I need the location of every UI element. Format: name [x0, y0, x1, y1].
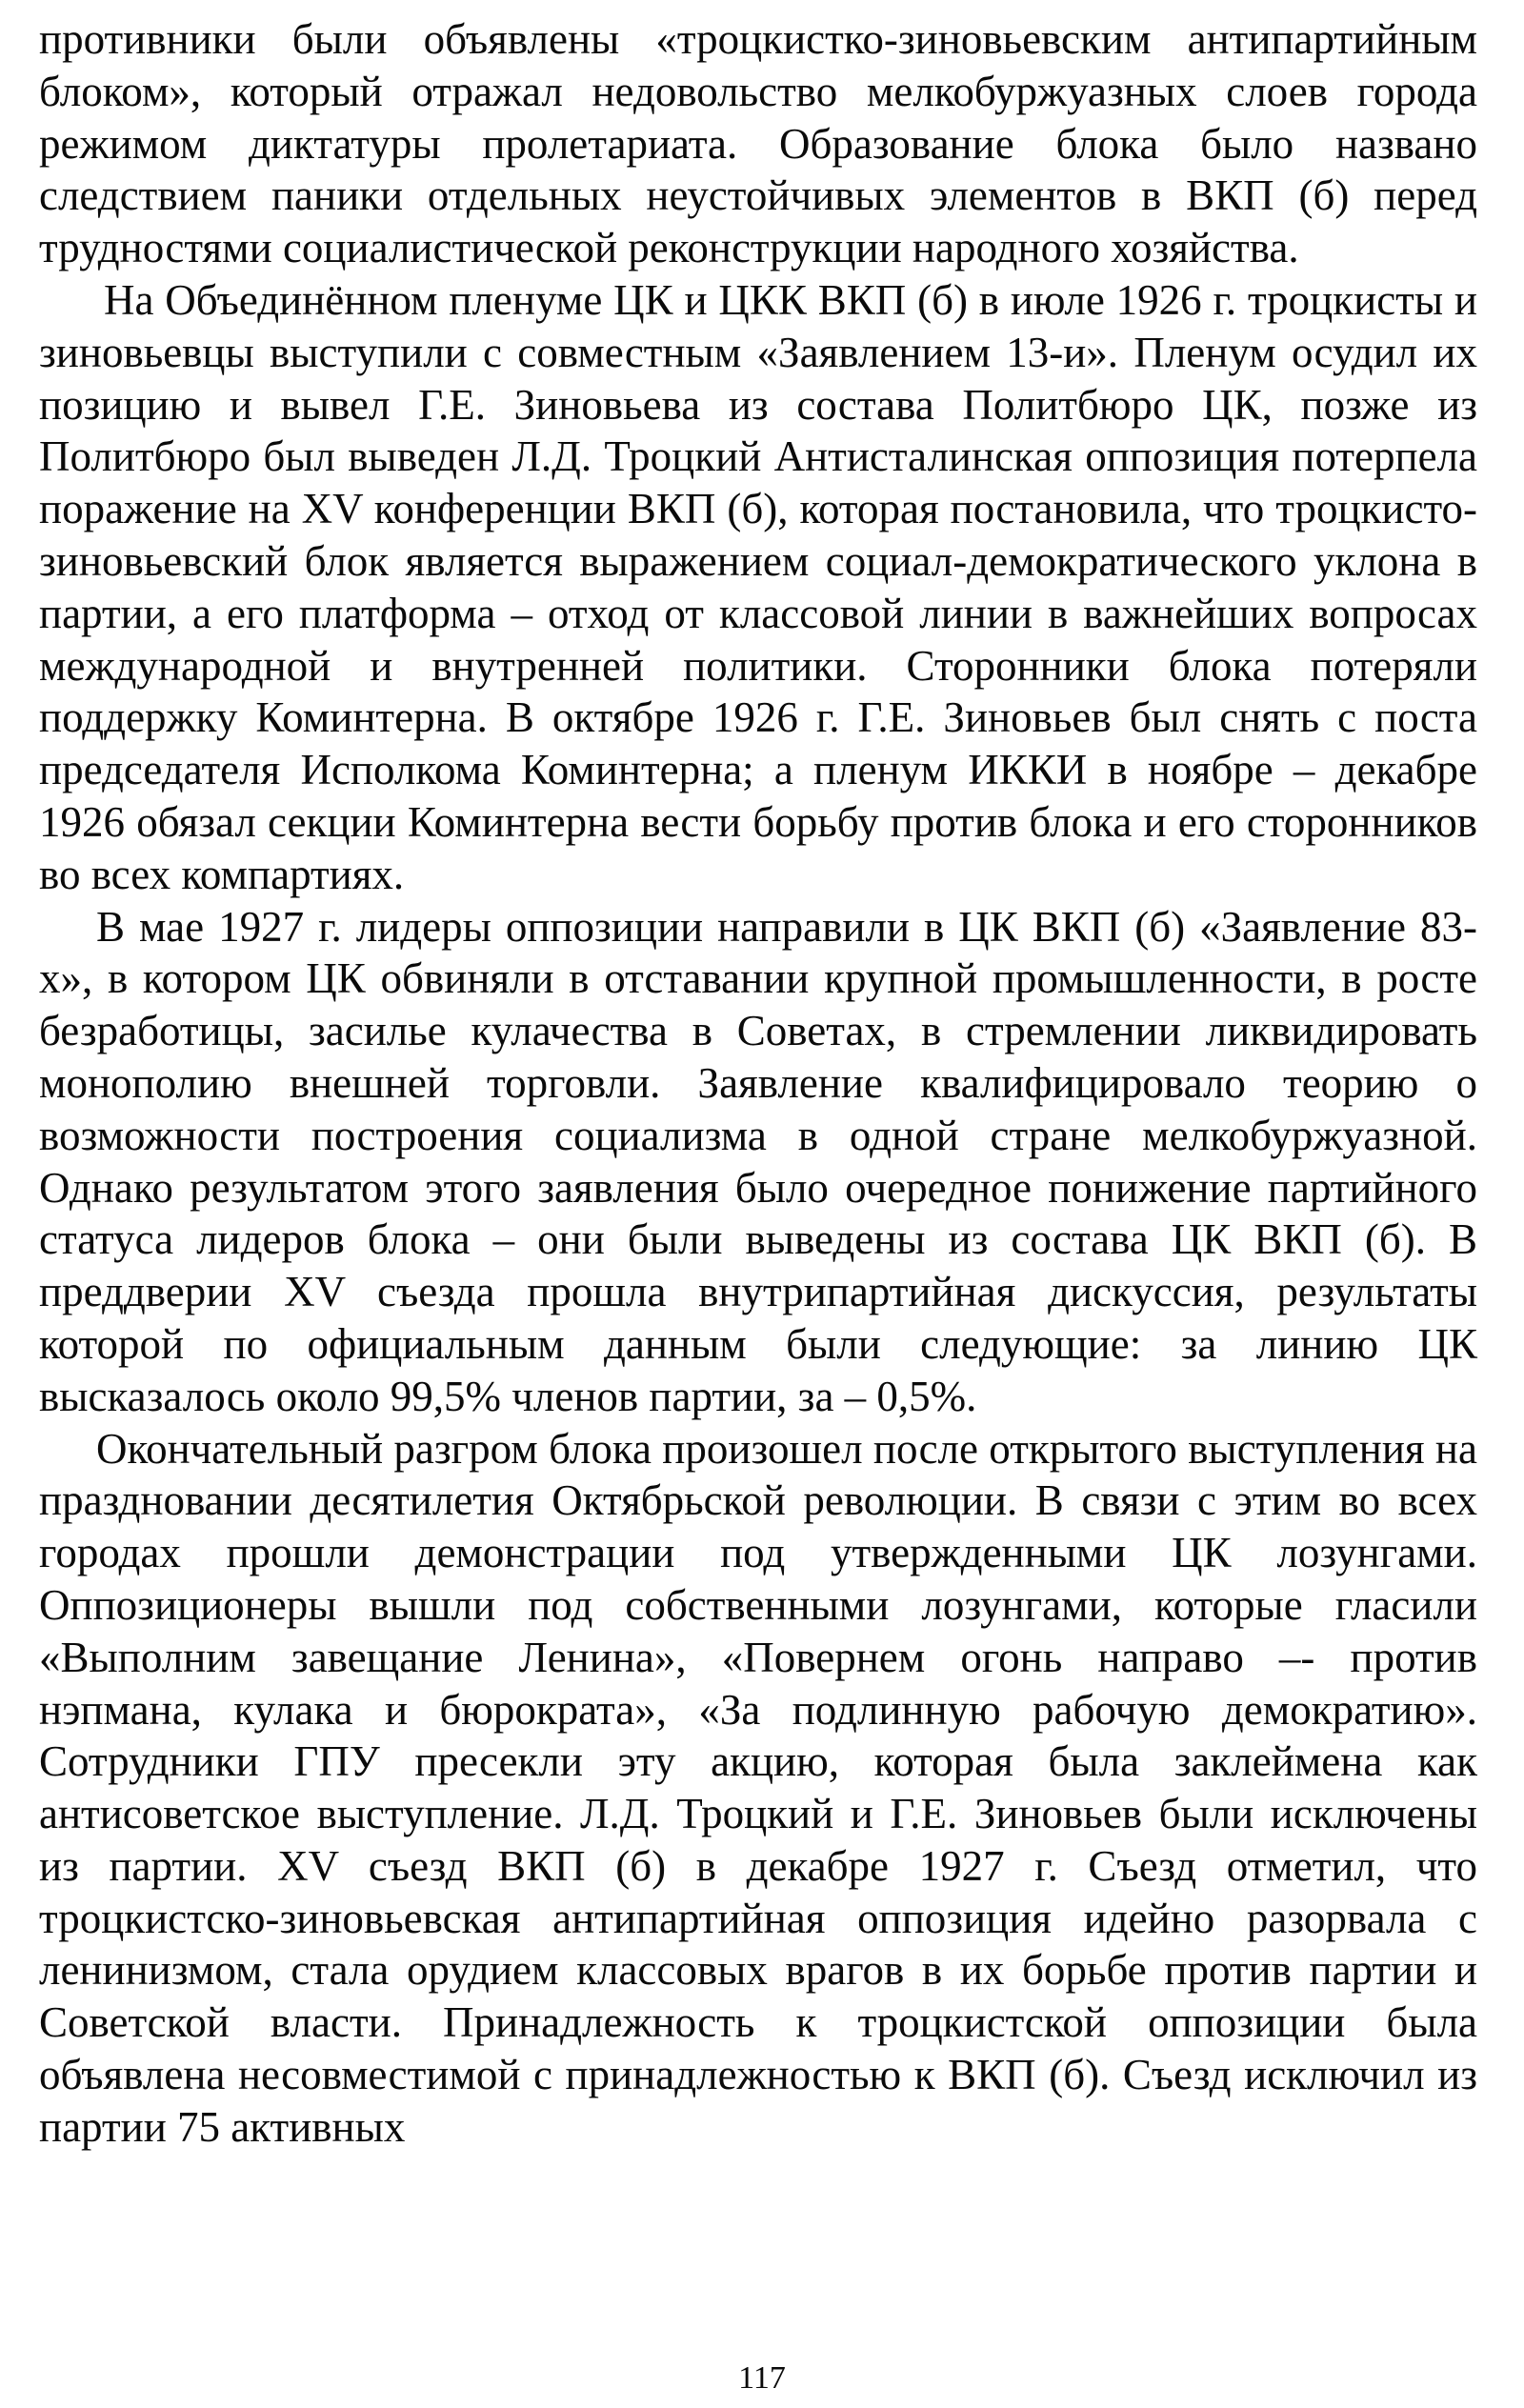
page-body	[39, 13, 1477, 2366]
paragraph-3: В мае 1927 г. лидеры оппозиции направили в ЦК ВКП (б) «Заявление 83-х», в котором ЦК обвиняли в отставании крупной промышленности, в росте безработицы, засилье кулачества в Советах, в стремлении ликвидировать монополию внешней торговли. Заявление квалифицировало теорию о возможности построения социализма в одной стране мелкобуржуазной. Однако результатом этого заявления было очередное понижение партийного статуса лидеров блока – они были выведены из состава ЦК ВКП (б). В преддверии XV съезда прошла внутрипартийная дискуссия, результаты которой по официальным данным были следующие: за линию ЦК высказалось около 99,5% членов партии, за – 0,5%.	[39, 902, 1477, 1420]
paragraph-1: противники были объявлены «троцкистко-зиновьевским антипартийным блоком», который отражал недовольство мелкобуржуазных слоев города режимом диктатуры пролетариата. Образование блока было названо следствием паники отдельных неустойчивых элементов в ВКП (б) перед трудностями социалистической реконструкции народного хозяйства.	[39, 15, 1477, 272]
paragraph-2: На Объединённом пленуме ЦК и ЦКК ВКП (б) в июле 1926 г. троцкисты и зиновьевцы выступили с совместным «Заявлением 13-и». Пленум осудил их позицию и вывел Г.Е. Зиновьева из состава Политбюро ЦК, позже из Политбюро был выведен Л.Д. Троцкий Антисталинская оппозиция потерпела поражение на XV конференции ВКП (б), которая постановила, что троцкисто-зиновьевский блок является выражением социал-демократического уклона в партии, а его платформа – отход от классовой линии в важнейших вопросах международной и внутренней политики. Сторонники блока потеряли поддержку Коминтерна. В октябре 1926 г. Г.Е. Зиновьев был снять с поста председателя Исполкома Коминтерна; а пленум ИККИ в ноябре – декабре 1926 обязал секции Коминтерна вести борьбу против блока и его сторонников во всех компартиях.	[39, 275, 1477, 898]
page-number: 117	[738, 2360, 786, 2396]
paragraph-4: Окончательный разгром блока произошел после открытого выступления на праздновании десятилетия Октябрьской революции. В связи с этим во всех городах прошли демонстрации под утвержденными ЦК лозунгами. Оппозиционеры вышли под собственными лозунгами, которые гласили «Выполним завещание Ленина», «Повернем огонь направо –- против нэпмана, кулака и бюрократа», «За подлинную рабочую демократию». Сотрудники ГПУ пресекли эту акцию, которая была заклеймена как антисоветское выступление. Л.Д. Троцкий и Г.Е. Зиновьев были исключены из партии. XV съезд ВКП (б) в декабре 1927 г. Съезд отметил, что троцкистско-зиновьевская антипартийная оппозиция идейно разорвала с ленинизмом, стала орудием классовых врагов в их борьбе против партии и Советской власти. Принадлежность к троцкистской оппозиции была объявлена несовместимой с принадлежностью к ВКП (б). Съезд исключил из партии 75 активных	[39, 1424, 1477, 2151]
